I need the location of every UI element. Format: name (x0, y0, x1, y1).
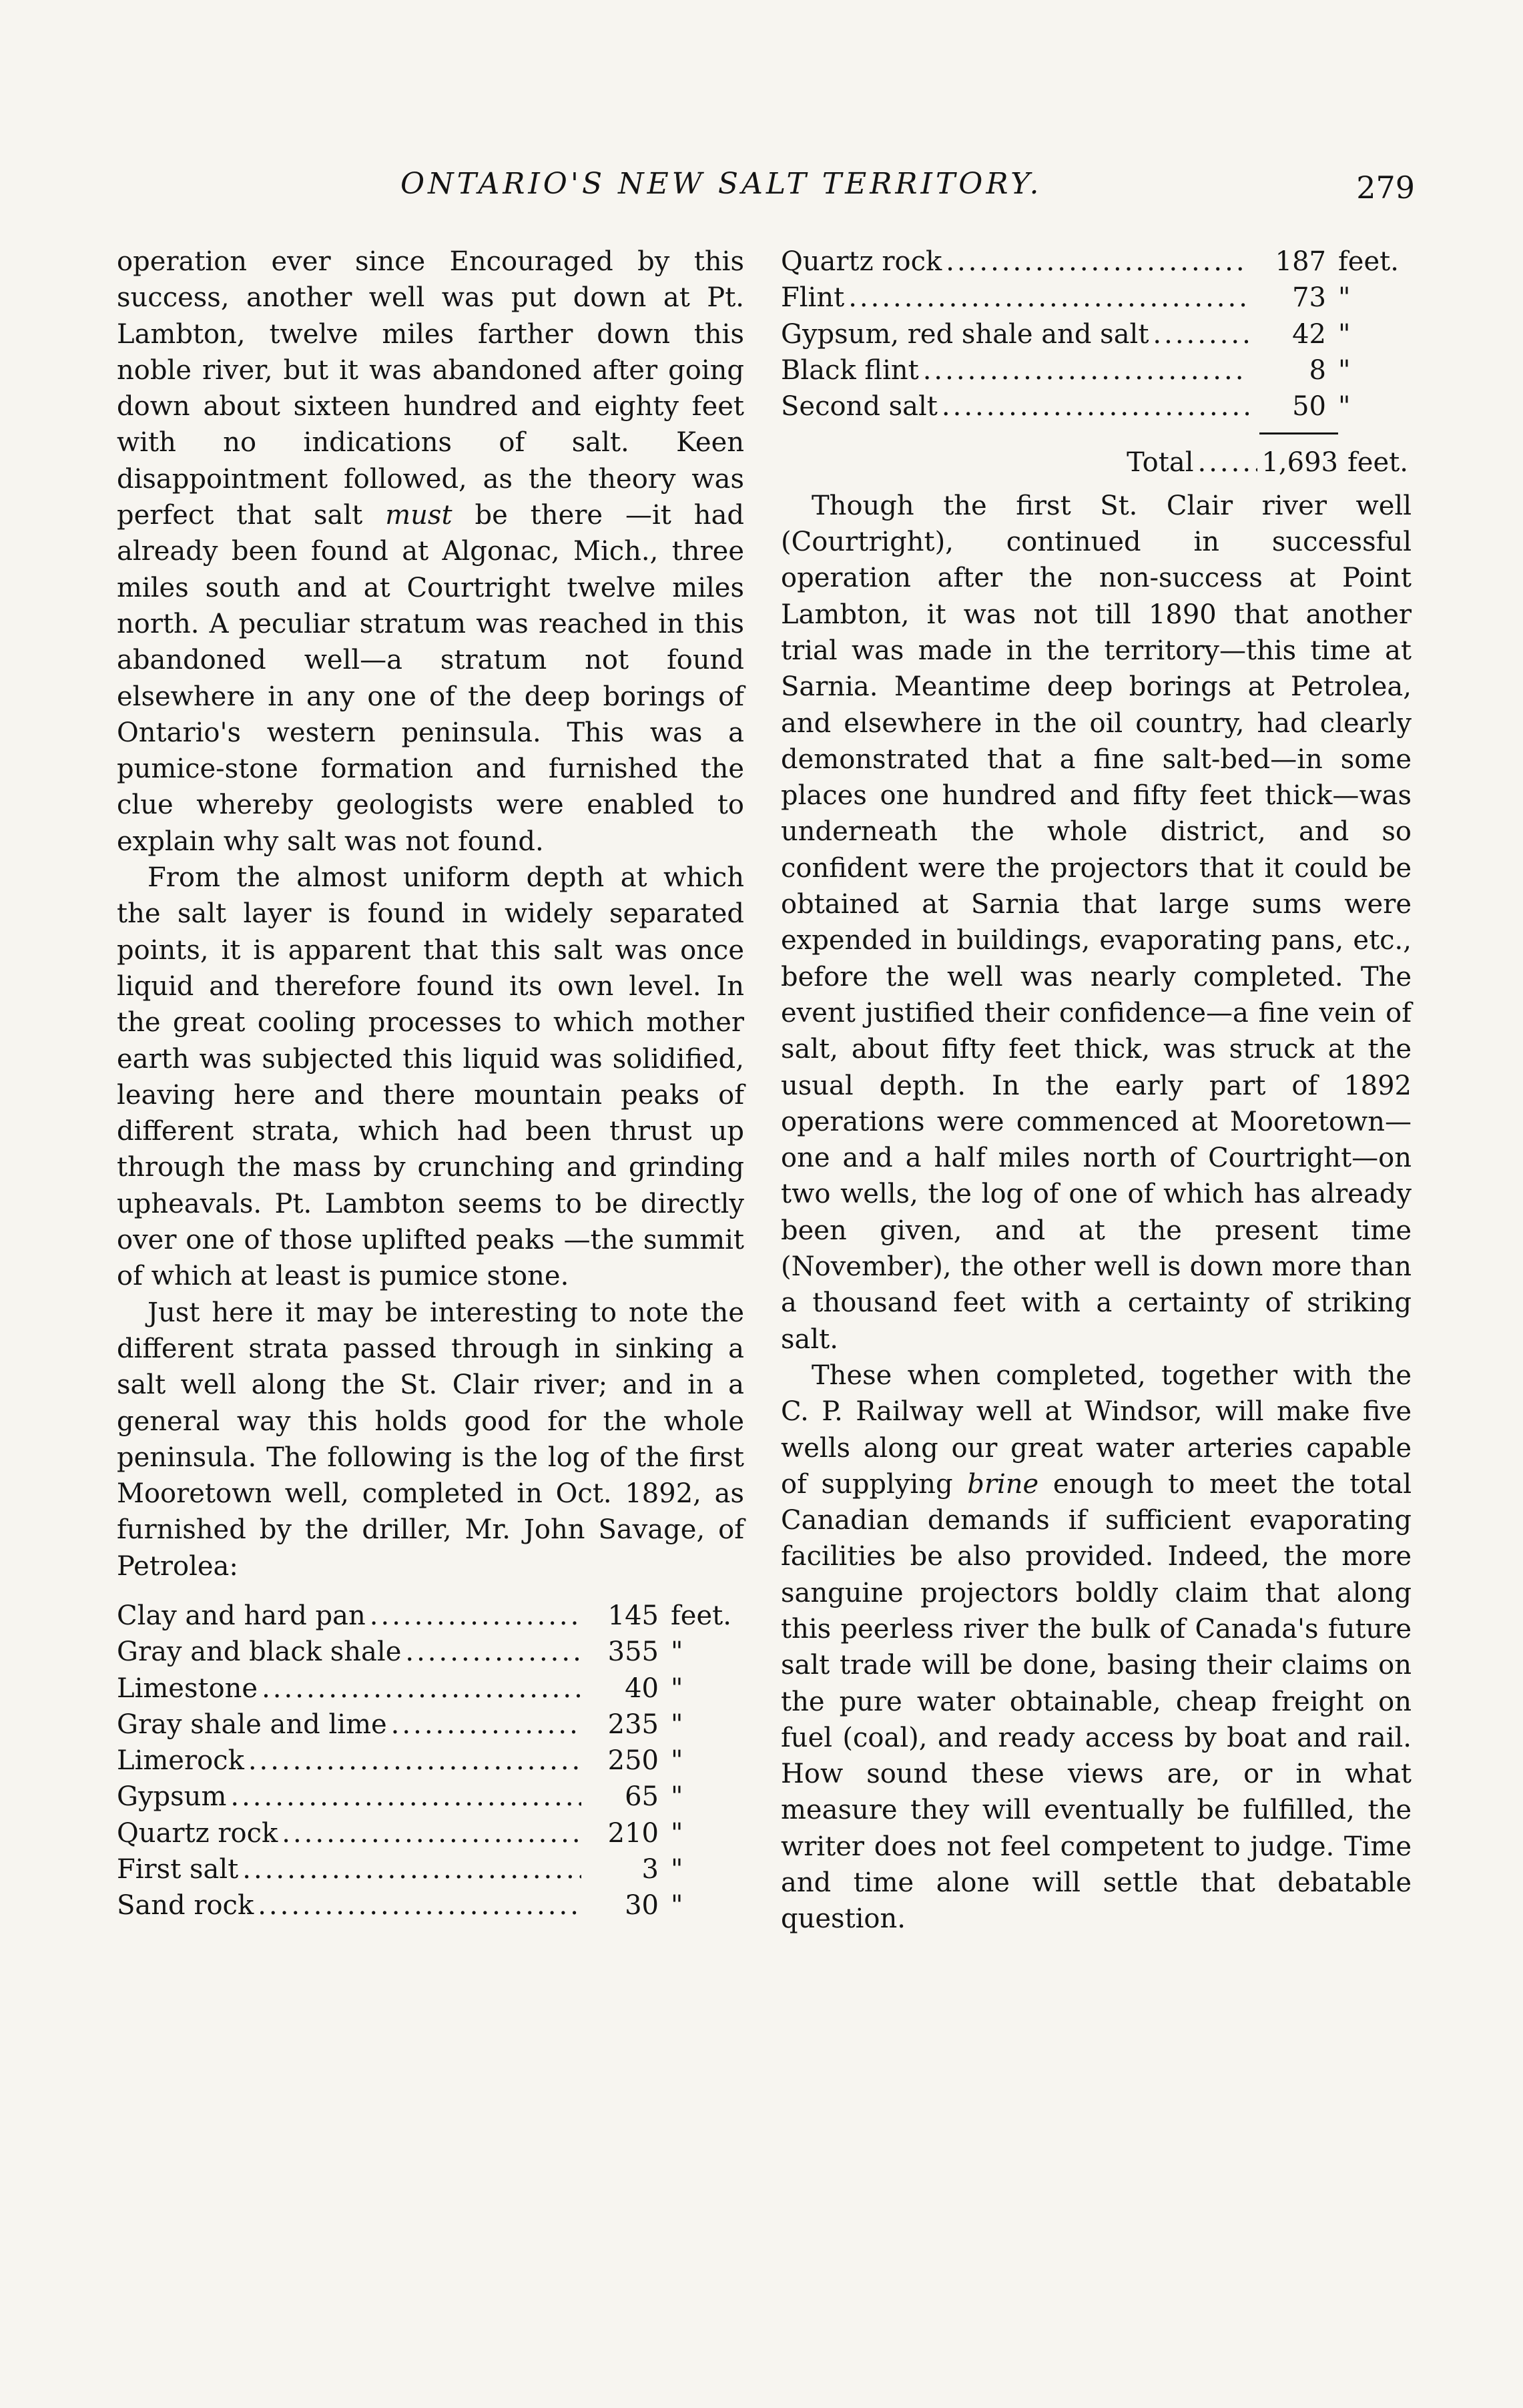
sum-rule (781, 424, 1412, 444)
log-row: Gray shale and lime ..... 235 " (117, 1707, 744, 1743)
well-log-table-continued (781, 244, 1412, 481)
left-column (117, 244, 744, 1924)
log-row: Limerock ..... 250 " (117, 1743, 744, 1779)
paragraph: operation ever since Encouraged by this success, another well was put down at Pt. Lambton, twelve miles farther down this noble river, but it was abandoned after going down about sixteen hundred and eighty feet with no indications of salt. Keen disappointment followed, as the theory was perfect that salt must be there —it had already been found at Algonac, Mich., three miles south and at Courtright twelve miles north. A peculiar stratum was reached in this abandoned well—a stratum not found elsewhere in any one of the deep borings of Ontario's western peninsula. This was a pumice-stone formation and furnished the clue whereby geologists were enabled to explain why salt was not found. (117, 246, 745, 857)
right-column (781, 244, 1412, 1937)
total-unit: feet. (1347, 447, 1408, 479)
emphasis: brine (967, 1468, 1039, 1500)
total-label: Total (1127, 447, 1194, 479)
log-row: Quartz rock ..... 210 " (117, 1815, 744, 1851)
page-number: 279 (1356, 170, 1415, 206)
paragraph: Just here it may be interesting to note the different strata passed through in sinking a salt well along the St. Clair river; and in a general way this holds good for the whole peninsula. The following is the log of the first Mooretown well, completed in Oct. 1892, as furnished by the driller, Mr. John Savage, of Petrolea: (117, 1297, 744, 1582)
log-row: Clay and hard pan ..... 145 feet. (117, 1598, 744, 1634)
log-row: Second salt ..... 50 " (781, 388, 1412, 424)
log-row: Gypsum, red shale and salt ..... 42 " (781, 316, 1412, 352)
log-row: Quartz rock ..... 187 feet. (781, 244, 1412, 280)
log-row: Black flint ..... 8 " (781, 352, 1412, 388)
paragraph: These when completed, together with the C. P. Railway well at Windsor, will make five wells along our great water arteries capable of supplying brine enough to meet the total Canadian demands if sufficient evaporating facilities be also provided. Indeed, the more sanguine projectors boldly claim that along this peerless river the bulk of Canada's future salt trade will be done, basing their claims on the pure water obtainable, cheap freight on fuel (coal), and ready access by boat and rail. How sound these views are, or in what measure they will eventually be fulfilled, the writer does not feel competent to judge. Time and time alone will settle that debatable question. (781, 1360, 1412, 1935)
paragraph: From the almost uniform depth at which the salt layer is found in widely separated points, it is apparent that this salt was once liquid and therefore found its own level. In the great cooling processes to which mother earth was subjected this liquid was solidified, leaving here and there mountain peaks of different strata, which had been thrust up through the mass by crunching and grinding upheavals. Pt. Lambton seems to be directly over one of those uplifted peaks —the summit of which at least is pumice stone. (117, 862, 744, 1292)
log-row: Limestone ..... 40 " (117, 1671, 744, 1707)
log-row: First salt ..... 3 " (117, 1851, 744, 1887)
running-title: ONTARIO'S NEW SALT TERRITORY. (400, 167, 1042, 201)
log-row: Gray and black shale ..... 355 " (117, 1634, 744, 1670)
log-row: Flint ..... 73 " (781, 280, 1412, 316)
page-header (400, 167, 1415, 220)
emphasis: must (385, 500, 452, 531)
log-row: Sand rock ..... 30 " (117, 1887, 744, 1923)
log-row: Gypsum ..... 65 " (117, 1779, 744, 1815)
total-value: 1,693 (1261, 447, 1338, 479)
well-log-table (117, 1598, 744, 1924)
paragraph: Though the first St. Clair river well (Courtright), continued in successful operation after the non-success at Point Lambton, it was not till 1890 that another trial was made in the territory—this time at Sarnia. Meantime deep borings at Petrolea, and elsewhere in the oil country, had clearly demonstrated that a fine salt-bed—in some places one hundred and fifty feet thick—was underneath the whole district, and so confident were the projectors that it could be obtained at Sarnia that large sums were expended in buildings, evaporating pans, etc., before the well was nearly completed. The event justified their confidence—a fine vein of salt, about fifty feet thick, was struck at the usual depth. In the early part of 1892 operations were commenced at Mooretown—one and a half miles north of Courtright—on two wells, the log of one of which has already been given, and at the present time (November), the other well is down more than a thousand feet with a certainty of striking salt. (781, 490, 1412, 1355)
total-row (781, 444, 1412, 481)
